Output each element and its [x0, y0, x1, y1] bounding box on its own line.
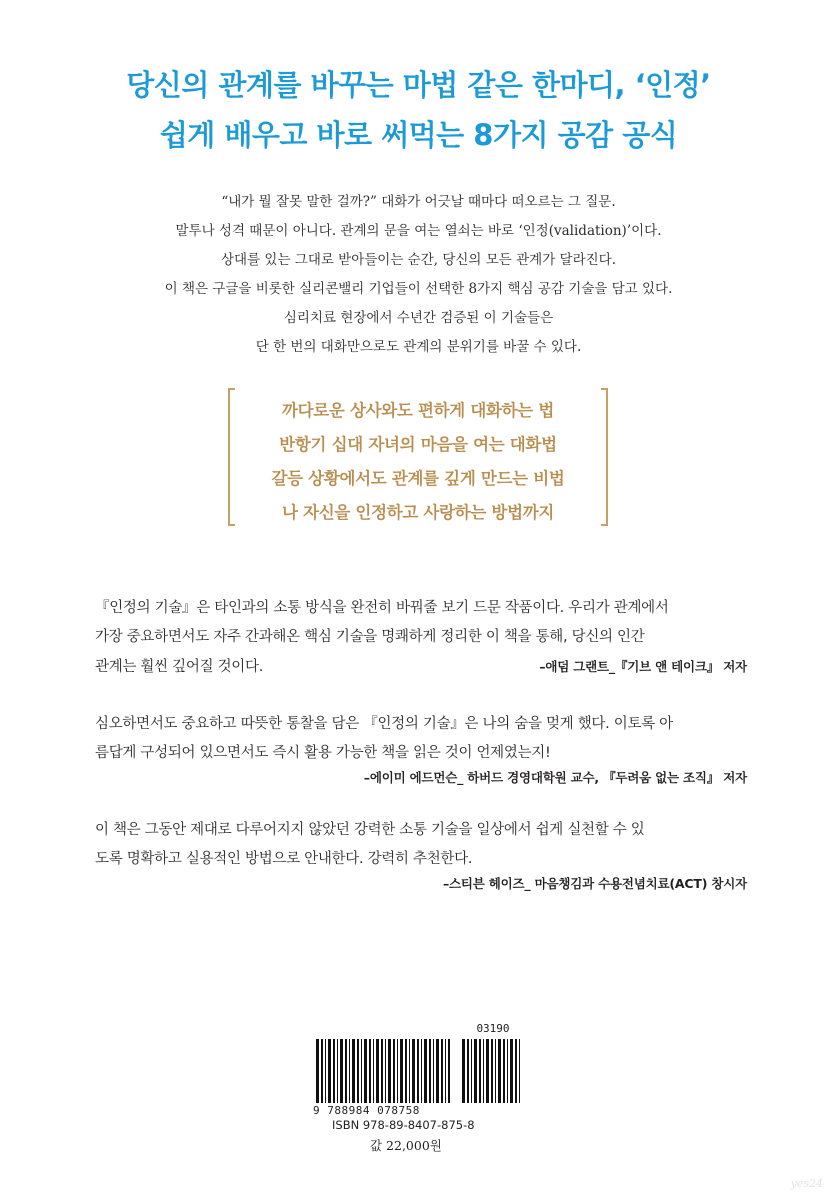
barcode-bar: [333, 1039, 335, 1103]
barcode-bar: [364, 1039, 367, 1103]
endorsements: [95, 594, 747, 922]
barcode-addon-bars: [461, 1039, 523, 1103]
barcode-bar: [491, 1039, 493, 1103]
headline: [0, 60, 837, 160]
intro-line: 말투나 성격 때문이 아니다. 관계의 문을 여는 열쇠는 바로 ‘인정(validation)’이다.: [175, 223, 662, 239]
barcode-digits: 9 788984 078758: [313, 1104, 420, 1117]
isbn: ISBN 978-89-8407-875-8: [332, 1118, 475, 1132]
barcode-bar: [412, 1039, 415, 1103]
callout-item: 까다로운 상사와도 편하게 대화하는 법: [281, 401, 554, 420]
barcode-bar: [424, 1039, 427, 1103]
barcode-bar: [421, 1039, 422, 1103]
barcode-bar: [405, 1039, 407, 1103]
endorsement-text: [95, 816, 747, 874]
intro-line: 상대를 있는 그대로 받아들이는 순간, 당신의 모든 관계가 달라진다.: [220, 252, 617, 268]
barcode-bar: [373, 1039, 374, 1103]
barcode-bar: [328, 1039, 331, 1103]
endorsement-attribution: –에이미 에드먼슨_ 하버드 경영대학원 교수, 『두려움 없는 조직』 저자: [363, 770, 747, 785]
endorsement-line: 이 책은 그동안 제대로 다루어지지 않았던 강력한 소통 기술을 일상에서 쉽게 실천할 수 있: [95, 822, 645, 838]
endorsement-last-row: [95, 652, 747, 682]
barcode-bar: [361, 1039, 362, 1103]
callout-item: 반항기 십대 자녀의 마음을 여는 대화법: [279, 435, 557, 454]
barcode-bar: [498, 1039, 501, 1103]
endorsement-line: 름답게 구성되어 있으면서도 즉시 활용 가능한 책을 읽은 것이 언제였는지!: [95, 745, 551, 761]
barcode-bar: [397, 1039, 398, 1103]
endorsement-line: 관계는 훨씬 깊어질 것이다.: [95, 659, 264, 675]
barcode-bar: [503, 1039, 505, 1103]
barcode-bar: [471, 1039, 472, 1103]
barcode-addon-code: 03190: [476, 1022, 510, 1035]
barcode-bar: [429, 1039, 431, 1103]
barcode-bar: [483, 1039, 484, 1103]
barcode-bar: [345, 1039, 347, 1103]
intro-line: 심리치료 현장에서 수년간 검증된 이 기술들은: [283, 310, 554, 326]
barcode-bar: [369, 1039, 371, 1103]
barcode-bar: [400, 1039, 403, 1103]
intro-line: 이 책은 구글을 비롯한 실리콘밸리 기업들이 선택한 8가지 핵심 공감 기술을 담고 있다.: [164, 281, 673, 297]
barcode-bar: [445, 1039, 446, 1103]
endorsement-text: [95, 710, 747, 768]
endorsement-line: 도록 명확하고 실용적인 방법으로 안내한다. 강력히 추천한다.: [95, 851, 473, 867]
barcode-bar: [462, 1039, 465, 1103]
price: 값 22,000원: [370, 1138, 442, 1153]
endorsement-line: 가장 중요하면서도 자주 간과해온 핵심 기술을 명쾌하게 정리한 이 책을 통해, 당신의 인간: [95, 629, 645, 645]
barcode-bar: [433, 1039, 434, 1103]
barcode-bar: [352, 1039, 355, 1103]
highlight-callout: [228, 388, 608, 526]
barcode-bar: [417, 1039, 419, 1103]
endorsement: [95, 710, 747, 788]
endorsement: [95, 594, 747, 682]
callout-item: 갈등 상황에서도 관계를 깊게 만드는 비법: [271, 469, 565, 488]
barcode-bar: [486, 1039, 489, 1103]
barcode-bar: [321, 1039, 323, 1103]
barcode-bar: [515, 1039, 517, 1103]
barcode-bar: [467, 1039, 469, 1103]
callout-item: 나 자신을 인정하고 사랑하는 방법까지: [281, 503, 554, 522]
barcode-bar: [441, 1039, 443, 1103]
barcode-bar: [510, 1039, 513, 1103]
barcode-bar: [337, 1039, 338, 1103]
barcode-bar: [316, 1039, 319, 1103]
barcode-bar: [436, 1039, 439, 1103]
endorsement: [95, 816, 747, 894]
callout-list: [228, 394, 608, 530]
barcode-bar: [349, 1039, 350, 1103]
endorsement-line: 심오하면서도 중요하고 따뜻한 통찰을 담은 『인정의 기술』은 나의 숨을 멎게 했다. 이토록 아: [95, 716, 673, 732]
endorsement-line: 『인정의 기술』은 타인과의 소통 방식을 완전히 바꿔줄 보기 드문 작품이다. 우리가 관계에서: [95, 600, 669, 616]
endorsement-attribution: –스티븐 헤이즈_ 마음챙김과 수용전념치료(ACT) 창시자: [442, 876, 747, 891]
barcode: [313, 1022, 525, 1102]
headline-line-2: 쉽게 배우고 바로 써먹는 8가지 공감 공식: [159, 118, 678, 152]
barcode-bar: [507, 1039, 508, 1103]
barcode-bar: [376, 1039, 379, 1103]
barcode-bars: [315, 1039, 451, 1103]
intro-line: 단 한 번의 대화만으로도 관계의 분위기를 바꿀 수 있다.: [255, 339, 582, 355]
endorsement-attribution: –애덤 그랜트_『기브 앤 테이크』 저자: [539, 659, 747, 674]
endorsement-text: [95, 594, 747, 652]
barcode-bar: [388, 1039, 391, 1103]
barcode-bar: [474, 1039, 477, 1103]
barcode-bar: [340, 1039, 343, 1103]
barcode-bar: [519, 1039, 520, 1103]
barcode-bar: [393, 1039, 395, 1103]
intro-line: “내가 뭘 잘못 말한 걸까?” 대화가 어긋날 때마다 떠오르는 그 질문.: [221, 194, 616, 210]
barcode-bar: [325, 1039, 326, 1103]
publisher-logo: yes24: [790, 1177, 823, 1190]
headline-line-1: 당신의 관계를 바꾸는 마법 같은 한마디, ‘인정’: [126, 68, 711, 102]
barcode-bar: [479, 1039, 481, 1103]
barcode-bar: [495, 1039, 496, 1103]
barcode-bar: [385, 1039, 386, 1103]
barcode-bar: [448, 1039, 450, 1103]
barcode-bar: [381, 1039, 383, 1103]
barcode-bar: [357, 1039, 359, 1103]
barcode-bar: [409, 1039, 410, 1103]
intro-paragraph: [0, 188, 837, 362]
